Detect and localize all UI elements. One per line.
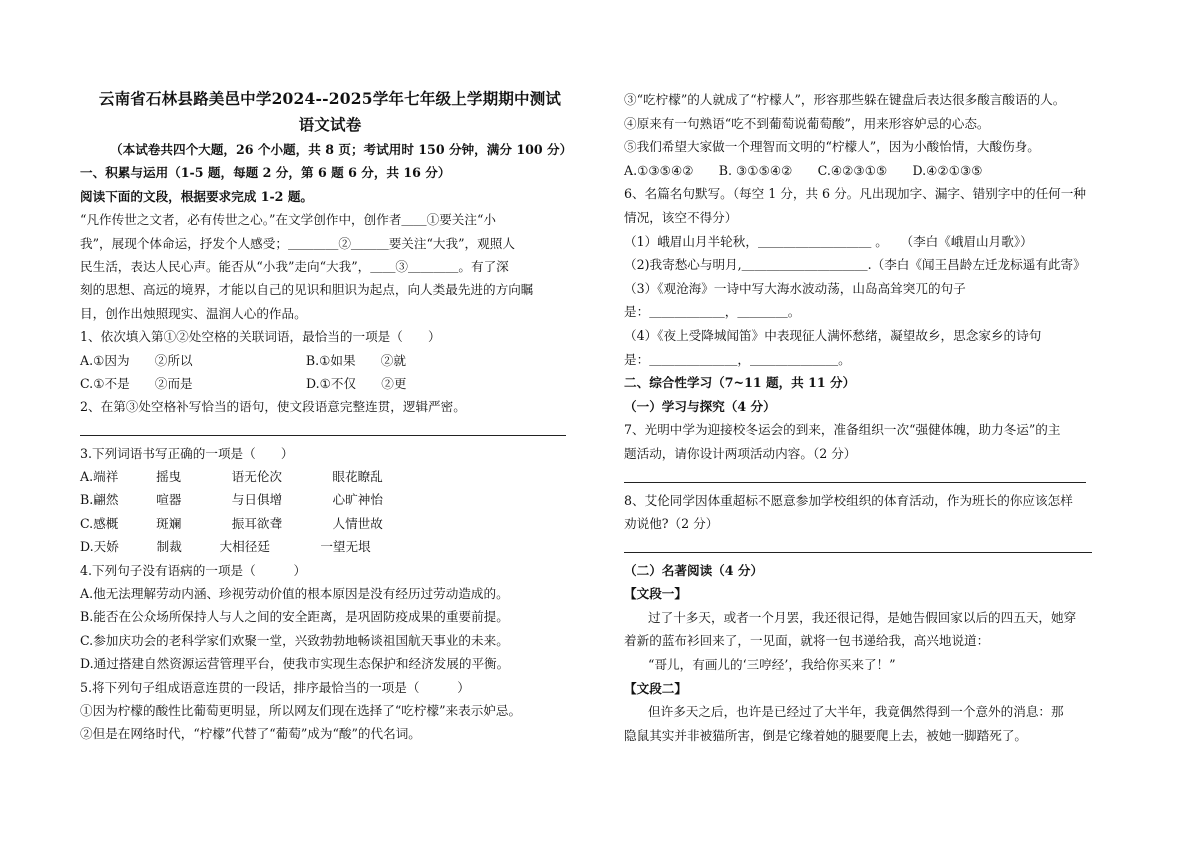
exam-title-line2: 语文试卷 (298, 115, 362, 134)
q6-item-3: （3）《观沧海》一诗中写大海水波动荡，山岛高耸突兀的句子 (624, 280, 966, 296)
q1-options-ab: A.①因为 ②所以 B.①如果 ②就 (80, 352, 406, 368)
subsection-heading-2: （二）名著阅读（4 分） (624, 562, 764, 578)
q5-sentence-3: ③“吃柠檬”的人就成了“柠檬人”，形容那些躲在键盘后表达很多酸言酸语的人。 (624, 92, 1066, 107)
excerpt-2-label: 【文段二】 (624, 680, 687, 696)
exam-title-line1: 云南省石林县路美邑中学2024--2025学年七年级上学期期中测试 (98, 89, 562, 108)
excerpt-1-line: 过了十多天，或者一个月罢，我还很记得，是她告假回家以后的四五天，她穿 (648, 609, 1077, 625)
q6-item-1: （1）峨眉山月半轮秋，＿＿＿＿＿＿＿＿＿ 。 （李白《峨眉山月歌》） (624, 233, 1033, 249)
excerpt-1-line: 着新的蓝布衫回来了，一见面，就将一包书递给我，高兴地说道： (624, 633, 990, 649)
q5-options: A.①③⑤④② B. ③①⑤④② C.④②③①⑤ D.④②①③⑤ (624, 162, 983, 178)
answer-line-q8[interactable] (624, 536, 1124, 559)
question-1: 1、依次填入第①②处空格的关联词语，最恰当的一项是（ ） (80, 329, 441, 345)
q3-option-b: B.翩然 喧器 与日俱增 心旷神怡 (80, 492, 383, 508)
question-4: 4.下列句子没有语病的一项是（ ） (80, 562, 307, 578)
q1-options-cd: C.①不是 ②而是 D.①不仅 ②更 (80, 375, 407, 391)
question-8: 8、艾伦同学因体重超标不愿意参加学校组织的体育活动，作为班长的你应该怎样 (624, 492, 1073, 508)
question-8-cont: 劝说他?（2 分） (624, 516, 719, 532)
passage-line: “凡作传世之文者，必有传世之心。”在文学创作中，创作者＿＿①要关注“小 (80, 212, 497, 228)
subsection-heading-1: （一）学习与探究（4 分） (624, 398, 776, 414)
q5-sentence-2: ②但是在网络时代，“柠檬”代替了“葡萄”成为“酸”的代名词。 (80, 726, 421, 742)
q3-option-d: D.天娇 制裁 大相径廷 一望无垠 (80, 539, 371, 555)
q4-option-d: D.通过搭建自然资源运营管理平台，使我市实现生态保护和经济发展的平衡。 (80, 656, 510, 672)
excerpt-1-label: 【文段一】 (624, 586, 687, 602)
section-heading-1: 一、积累与运用（1-5 题，每题 2 分，第 6 题 6 分，共 16 分） (80, 165, 451, 181)
section-heading-2: 二、综合性学习（7~11 题，共 11 分） (624, 375, 856, 391)
question-7: 7、光明中学为迎接校冬运会的到来，准备组织一次“强健体魄，助力冬运”的主 (624, 422, 1061, 438)
answer-line-q2[interactable] (80, 419, 580, 442)
q5-sentence-4: ④原来有一句熟语“吃不到葡萄说葡萄酸”，用来形容妒忌的心态。 (624, 115, 990, 131)
q5-sentence-5: ⑤我们希望大家做一个理智而文明的“柠檬人”，因为小酸怡情，大酸伤身。 (624, 139, 1040, 155)
question-6-cont: 情况，该空不得分） (624, 209, 738, 225)
q3-option-c: C.感概 斑斓 振耳欲聋 人情世故 (80, 515, 383, 531)
q6-item-4-answer: 是：＿＿＿＿＿＿＿，＿＿＿＿＿＿＿。 (624, 351, 851, 367)
q6-item-3-answer: 是：＿＿＿＿＿＿，＿＿＿＿。 (624, 304, 801, 320)
question-3: 3.下列词语书写正确的一项是（ ） (80, 445, 294, 461)
q4-option-c: C.参加庆功会的老科学家们欢聚一堂，兴致勃勃地畅谈祖国航天事业的未来。 (80, 632, 509, 648)
passage-line: 民生活，表达人民心声。能否从“小我”走向“大我”，＿＿③＿＿＿＿。有了深 (80, 258, 509, 274)
excerpt-2-line: 但许多天之后，也许是已经过了大半年，我竟偶然得到一个意外的消息：那 (648, 704, 1064, 720)
excerpt-2-line: 隐鼠其实并非被猫所害，倒是它缘着她的腿要爬上去，被她一脚踏死了。 (624, 727, 1027, 743)
q6-item-2: （2)我寄愁心与明月,＿＿＿＿＿＿＿＿＿＿.（李白《闻王昌龄左迁龙标遥有此寄》 (624, 257, 1086, 273)
answer-line-q7[interactable] (624, 466, 1124, 489)
reading-instruction: 阅读下面的文段，根据要求完成 1-2 题。 (80, 188, 314, 204)
q5-sentence-1: ①因为柠檬的酸性比葡萄更明显，所以网友们现在选择了“吃柠檬”来表示妒忌。 (80, 702, 522, 718)
question-6: 6、名篇名句默写。（每空 1 分，共 6 分。凡出现加字、漏字、错别字中的任何一种 (624, 186, 1086, 202)
q4-option-b: B.能否在公众场所保持人与人之间的安全距离，是巩固防疫成果的重要前提。 (80, 609, 509, 625)
question-2: 2、在第③处空格补写恰当的语句，使文段语意完整连贯，逻辑严密。 (80, 399, 466, 415)
exam-instructions: （本试卷共四个大题，26 个小题，共 8 页；考试用时 150 分钟，满分 100 分） (110, 142, 573, 157)
question-7-cont: 题活动，请你设计两项活动内容。（2 分） (624, 445, 857, 461)
question-5: 5.将下列句子组成语意连贯的一段话，排序最恰当的一项是（ ） (80, 679, 470, 695)
left-column (80, 86, 580, 746)
passage-line: 我”，展现个体命运，抒发个人感受；＿＿＿＿②＿＿＿要关注“大我”，观照人 (80, 235, 515, 251)
right-column (624, 88, 1124, 747)
passage-line: 目，创作出烛照现实、温润人心的作品。 (80, 305, 307, 321)
q4-option-a: A.他无法理解劳动内涵、珍视劳动价值的根本原因是没有经历过劳动造成的。 (80, 586, 509, 602)
q6-item-4: （4）《夜上受降城闻笛》中表现征人满怀愁绪，凝望故乡，思念家乡的诗句 (624, 327, 1042, 343)
passage-line: 刻的思想、高远的境界，才能以自己的见识和胆识为起点，向人类最先进的方向瞩 (80, 282, 534, 298)
excerpt-1-line: “哥儿，有画儿的‘三哼经’，我给你买来了！” (648, 657, 896, 673)
q3-option-a: A.端祥 摇曳 语无伦次 眼花瞭乱 (80, 469, 383, 485)
